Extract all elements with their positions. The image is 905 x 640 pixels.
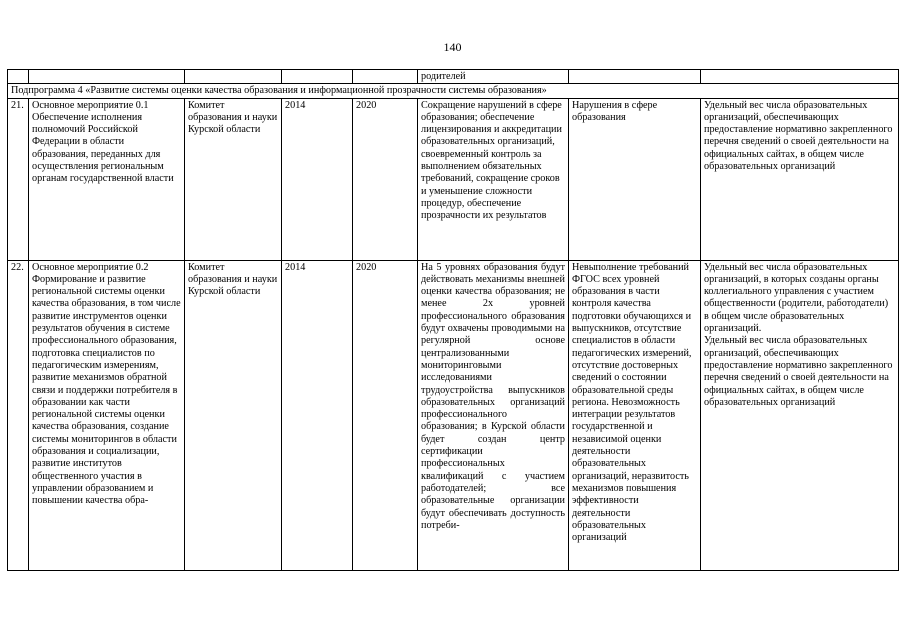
consequences-cell: Невыполнение требований ФГОС всех уровней образования в части контроля качества подготовки обучающихся и выпускников, отсутствие специалистов в области педагогических измерений, отсутствие достоверных сведений о состоянии образовательной среды региона. Невозможность интеграции результатов государственной и независимой оценки деятельности образовательных организаций, неразвитость механизмов повышения эффективности деятельности образовательных организаций <box>569 260 701 570</box>
row-number: 21. <box>8 98 29 260</box>
empty-cell <box>701 70 899 84</box>
indicator-cell: Удельный вес числа образовательных организаций, обеспечивающих предоставление нормативно закрепленного перечня сведений о своей деятельности на официальных сайтах, в общем числе образовательных организаций <box>701 98 899 260</box>
empty-cell <box>282 70 353 84</box>
program-table <box>7 69 899 571</box>
activity-cell: Основное мероприятие 0.1 Обеспечение исполнения полномочий Российской Федерации в области образования, переданных для осуществления региональным органам государственной власти <box>29 98 185 260</box>
executor-cell: Комитет образования и науки Курской области <box>185 260 282 570</box>
consequences-cell: Нарушения в сфере образования <box>569 98 701 260</box>
empty-cell <box>185 70 282 84</box>
start-year-cell: 2014 <box>282 260 353 570</box>
table-row <box>8 260 899 570</box>
empty-cell <box>353 70 418 84</box>
executor-cell: Комитет образования и науки Курской области <box>185 98 282 260</box>
empty-cell <box>29 70 185 84</box>
table-row <box>8 98 899 260</box>
empty-cell <box>8 70 29 84</box>
empty-cell <box>569 70 701 84</box>
expected-result-cell: Сокращение нарушений в сфере образования; обеспечение лицензирования и аккредитации образовательных организаций, своевременный контроль за выполнением обязательных требований, сокращение сроков и уменьшение сложности процедур, обеспечение прозрачности их результатов <box>418 98 569 260</box>
result-fragment: родителей <box>418 70 569 84</box>
continuation-row <box>8 70 899 84</box>
start-year-cell: 2014 <box>282 98 353 260</box>
indicator-cell <box>701 260 899 570</box>
page-number: 140 <box>443 40 462 54</box>
row-number: 22. <box>8 260 29 570</box>
expected-result-cell: На 5 уровнях образования будут действовать механизмы внешней оценки качества образования; не менее 2х уровней профессионального образования будут охвачены проводимыми на регулярной основе централизованными мониторинговыми исследованиями трудоустройства выпускников образовательных организаций профессионального образования; в Курской области будет создан центр сертификации профессиональных квалификаций с участием работодателей; все образовательные организации будут обеспечивать доступность потреби- <box>418 260 569 570</box>
subprogram-row <box>8 84 899 98</box>
indicator-text-2: Удельный вес числа образовательных организаций, обеспечивающих предоставление нормативно закрепленного перечня сведений о своей деятельности на официальных сайтах, в общем числе образовательных организаций <box>704 335 893 408</box>
indicator-text-1: Удельный вес числа образовательных организаций, в которых созданы органы коллегиального управления с участием общественности (родители, работодатели) в общем числе образовательных организаций. <box>704 261 889 335</box>
subprogram-title: Подпрограмма 4 «Развитие системы оценки качества образования и информационной прозрачности системы образования» <box>8 84 899 98</box>
end-year-cell: 2020 <box>353 98 418 260</box>
end-year-cell: 2020 <box>353 260 418 570</box>
activity-cell: Основное мероприятие 0.2 Формирование и развитие региональной системы оценки качества образования, в том числе развитие инструментов оценки результатов обучения в системе профессионального образования, подготовка специалистов по педагогическим измерениям, развитие механизмов обратной связи и поддержки потребителя в образовании как части региональной системы оценки качества образования, создание системы мониторингов в области образования и социализации, развитие институтов общественного участия в управлении образованием и повышении качества обра- <box>29 260 185 570</box>
